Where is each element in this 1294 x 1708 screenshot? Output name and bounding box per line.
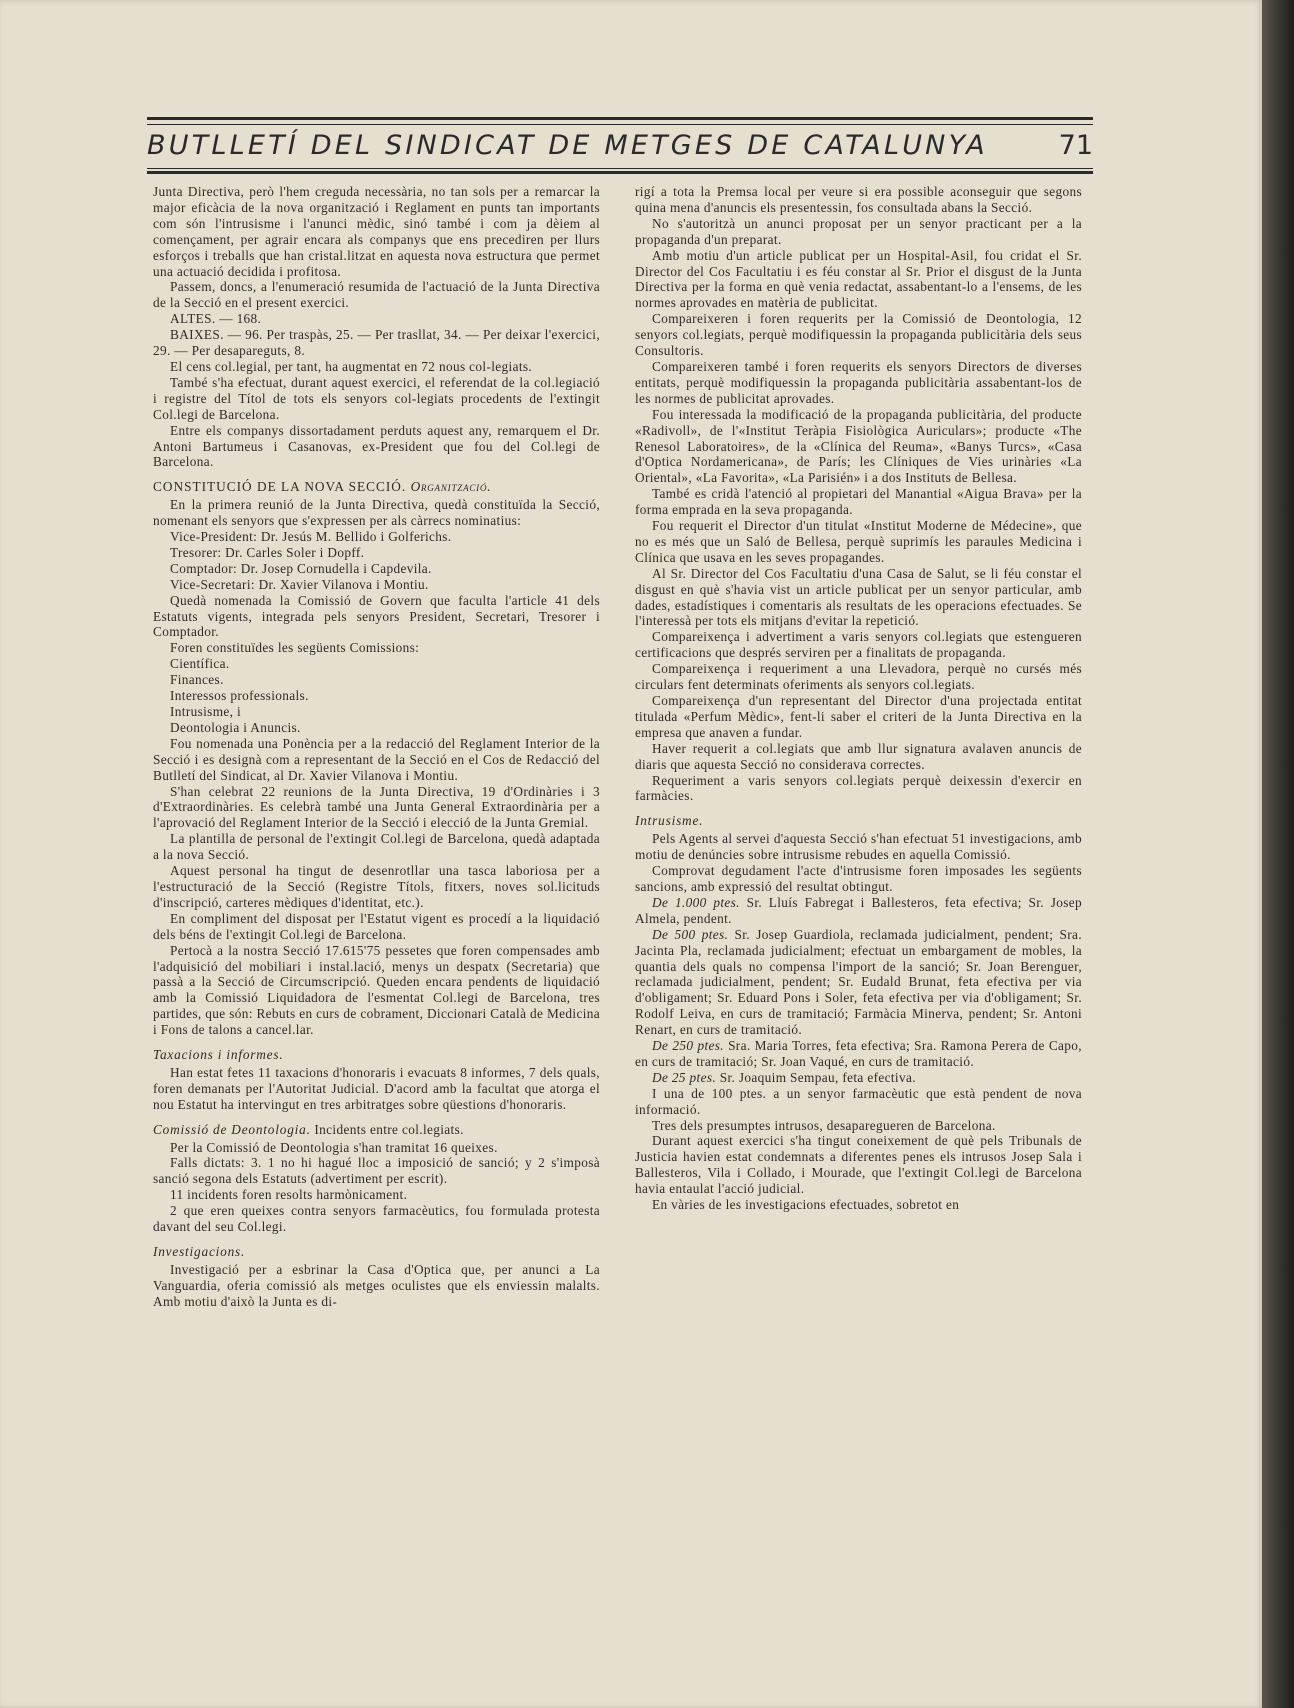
paragraph: No s'autoritzà un anunci proposat per un senyor practicant per a la propaganda d'un preparat. [635,215,1082,247]
paragraph: 11 incidents foren resolts harmònicament. [170,1187,408,1203]
paragraph: 2 que eren queixes contra senyors farmacèutics, fou formulada protesta davant del seu Col.legi. [153,1203,600,1235]
heading-emphasis: Comissió de Deontologia. [153,1121,311,1137]
paragraph: Compareixença d'un representant del Director d'una projectada entitat titulada «Perfum Mèdic», fent-li saber el criteri de la Junta Directiva en la empresa que anaven a fundar. [635,693,1082,740]
sanction-paragraph [635,1070,1082,1086]
paragraph: Pertocà a la nostra Secció 17.615'75 pessetes que foren compensades amb l'adquisició del mobiliari i instal.lació, menys un despatx (Secretaria) que passà a la Secció de Circumscripció. Queden encara pendents de liquidació amb la Comissió Liquidadora de l'esmentat Col.legi de Barcelona, tres partides, que són: Rebuts en curs de cobrament, Diccionari Català de Medicina i Fons de talons a cancel.lar. [153,942,600,1038]
paragraph: Investigació per a esbrinar la Casa d'Optica que, per anunci a La Vanguardia, oferia comissió als metges oculistes que els enviessin malalts. Amb motiu d'això la Junta es di- [153,1261,600,1309]
paragraph: Quedà nomenada la Comissió de Govern que faculta l'article 41 dels Estatuts vigents, integrada pels senyors President, Secretari, Tresorer i Comptador. [153,592,600,640]
sanction-amount: De 25 ptes. [652,1069,717,1085]
paragraph: En la primera reunió de la Junta Directiva, quedà constituïda la Secció, nomenant els senyors que s'expressen per als càrrecs nominatius: [153,497,600,529]
sanction-text: Sr. Lluís Fabregat i Ballesteros, feta efectiva; Sr. Josep Almela, pendent. [635,894,1082,926]
section-heading: Taxacions i informes. [153,1047,284,1063]
paragraph: BAIXES. — 96. Per traspàs, 25. — Per trasllat, 34. — Per deixar l'exercici, 29. — Per desapareguts, 8. [153,327,600,359]
paragraph: Junta Directiva, però l'hem creguda necessària, no tan sols per a remarcar la major eficàcia de la nova organització i Reglament en punts tan importants com són l'intrusisme i l'anunci mèdic, sinó també i com ja dèiem al començament, per agrair encara als companys que ens precediren per llurs esforços i treballs que han cristal.litzat en aquesta nova estructura que permet una actuació decidida i profitosa. [153,184,600,279]
right-column [635,184,1082,1213]
heading-text: Incidents entre col.legiats. [314,1121,464,1137]
sanction-amount: De 250 ptes. [652,1038,724,1054]
paragraph: Fou requerit el Director d'un titulat «Institut Moderne de Médecine», que no es més que un Saló de Bellesa, perquè suprimís les paraules Medicina i Clínica que usava en les seves propagandes. [635,518,1082,565]
paragraph: Han estat fetes 11 taxacions d'honoraris i evacuats 8 informes, 7 dels quals, foren demanats per l'Autoritat Judicial. D'acord amb la facultat que atorga el nou Estatut ha intervingut en tres arbitratges sobre qüestions d'honoraris. [153,1064,600,1112]
paragraph: Fou nomenada una Ponència per a la redacció del Reglament Interior de la Secció i es designà com a representant de la Secció en el Cos de Redacció del Butlletí del Sindicat, al Dr. Xavier Vilanova i Montiu. [153,735,600,783]
paragraph: Falls dictats: 3. 1 no hi hagué lloc a imposició de sanció; y 2 s'imposà sanció segona dels Estatuts (advertiment per escrit). [153,1155,600,1187]
journal-title: BUTLLETÍ DEL SINDICAT DE METGES DE CATALUNYA [147,130,988,161]
sanction-text: Sr. Joaquim Sempau, feta efectiva. [719,1069,916,1085]
sanction-paragraph [635,895,1082,927]
paragraph: Haver requerit a col.legiats que amb llur signatura avalaven anuncis de diaris que aquesta Secció no considerava correctes. [635,740,1082,772]
paragraph: Aquest personal ha tingut de desenrotllar una tasca laboriosa per a l'estructuració de la Secció (Registre Títols, fitxers, noves sol.licituds d'inscripció, carteres mèdiques d'identitat, etc.). [153,863,600,910]
paragraph: Foren constituïdes les següents Comissions: [170,640,420,656]
header-rule-top-thin [147,124,1093,125]
list-item: Tresorer: Dr. Carles Soler i Dopff. [170,544,365,560]
paragraph: Per la Comissió de Deontologia s'han tramitat 16 queixes. [170,1139,498,1155]
section-heading [153,1122,600,1138]
paragraph: Compareixença i requeriment a una Llevadora, perquè no cursés més circulars fent determinats oferiments als senyors col.legiats. [635,661,1082,693]
list-item: Finances. [170,672,224,688]
list-item: Interessos professionals. [170,688,309,704]
paragraph: També es cridà l'atenció al propietari del Manantial «Aigua Brava» per la forma emprada en la seva propaganda. [635,486,1082,518]
list-item: Comptador: Dr. Josep Cornudella i Capdevila. [170,560,432,576]
paragraph: Pels Agents al servei d'aquesta Secció s'han efectuat 51 investigacions, amb motiu de denúncies sobre intrusisme rebudes en aquella Comissió. [635,831,1082,863]
section-heading [153,479,600,495]
sanction-text: Sr. Josep Guardiola, reclamada judicialment, pendent; Sra. Jacinta Pla, reclamada judicialment; efectuat un embargament de mobles, la quantia dels quals no compensa l'import de la sanció; Sr. Joan Berenguer, reclamada judicialment, pendent; Sr. Eudald Brunat, feta efectiva per via d'obligament; Sr. Eduard Pons i Soler, feta efectiva per via d'obligament; Sr. Rodolf Leiva, en curs de tramitació; Farmàcia Minerva, pendent; Sr. Antoni Renart, en curs de tramitació. [635,926,1082,1038]
header-rule-top-thick [147,117,1093,120]
left-column [153,184,600,1310]
sanction-amount: De 1.000 ptes. [652,894,740,910]
scan-edge-shadow [1262,0,1294,1708]
sanction-paragraph [635,927,1082,1038]
paragraph: Compareixeren i foren requerits per la Comissió de Deontologia, 12 senyors col.legiats, perquè modifiquessin la propaganda publicitària dels seus Consultoris. [635,311,1082,359]
paragraph: Amb motiu d'un article publicat per un Hospital-Asil, fou cridat el Sr. Director del Cos Facultatiu i es féu constar al Sr. Prior el disgust de la Junta Directiva per la forma en què venia redactat, assabentant-lo a l'ensems, de les normes aprovades en matèria de publicitat. [635,247,1082,311]
sanction-amount: De 500 ptes. [652,926,729,942]
section-heading: Intrusisme. [635,813,704,829]
heading-emphasis: Organització. [410,479,492,495]
list-item: Deontologia i Anuncis. [170,719,301,735]
paragraph: Passem, doncs, a l'enumeració resumida de l'actuació de la Junta Directiva de la Secció en el present exercici. [153,279,600,311]
paragraph: Tres dels presumptes intrusos, desaparegueren de Barcelona. [652,1117,996,1133]
list-item: Vice-Secretari: Dr. Xavier Vilanova i Montiu. [170,576,429,592]
paragraph: Fou interessada la modificació de la propaganda publicitària, del producte «Radivoll», de l'«Institut Teràpia Fisiològica Auriculars»; producte «The Renesol Laboratoires», de la «Clínica del Reuma», «Banys Turcs», «Casa d'Optica Nordamericana», de París; les Clíniques de Vies urinàries «La Oriental», «La Favorita», «La Parisién» i a dos Instituts de Bellesa. [635,406,1082,486]
header-rule-bottom-thin [147,168,1093,169]
paragraph: Compareixeren també i foren requerits els senyors Directors de diverses entitats, perquè modifiquessin la propaganda publicitària assabentant-los de les normes de publicitat aprovades. [635,358,1082,406]
page-number: 71 [1058,130,1093,161]
paragraph: Requeriment a varis senyors col.legiats perquè deixessin d'exercir en farmàcies. [635,772,1082,804]
paragraph: El cens col.legial, per tant, ha augmentat en 72 nous col-legiats. [170,358,533,374]
commissions-list [153,656,600,736]
paragraph: rigí a tota la Premsa local per veure si era possible aconseguir que segons quina mena d'anuncis els presentessin, fos consultada abans la Secció. [635,184,1082,215]
paragraph: Compareixença i advertiment a varis senyors col.legiats que estengueren certificacions que després serviren per a finalitats de propaganda. [635,629,1082,661]
list-item: Intrusisme, i [170,704,242,719]
section-heading: Investigacions. [153,1244,246,1259]
paragraph: Comprovat degudament l'acte d'intrusisme foren imposades les següents sancions, amb expressió del resultat obtingut. [635,863,1082,894]
sanction-text: Sra. Maria Torres, feta efectiva; Sra. Ramona Perera de Capo, en curs de tramitació; Sr. Joan Vaqué, en curs de tramitació. [635,1038,1082,1069]
paragraph: Durant aquest exercici s'ha tingut coneixement de què pels Tribunals de Justicia havien estat condemnats a diferentes penes els intrusos Josep Sala i Ballesteros, Vila i Collado, i Mourade, que l'extingit Col.legi de Barcelona havia entaulat l'acció judicial. [635,1133,1082,1197]
sanction-paragraph [635,1038,1082,1070]
list-item: Científica. [170,656,230,672]
paragraph: ALTES. — 168. [170,311,262,327]
header-rule-bottom-thick [147,171,1093,174]
officers-list [153,529,600,593]
list-item: Vice-President: Dr. Jesús M. Bellido i Golferichs. [170,529,452,545]
running-header [147,128,1093,168]
paragraph: Entre els companys dissortadament perduts aquest any, remarquem el Dr. Antoni Bartumeus i Casanovas, ex-President que fou del Col.legi de Barcelona. [153,422,600,470]
paragraph: En compliment del disposat per l'Estatut vigent es procedí a la liquidació dels béns de l'extingit Col.legi de Barcelona. [153,910,600,942]
paragraph: En vàries de les investigacions efectuades, sobretot en [652,1197,960,1213]
paragraph: I una de 100 ptes. a un senyor farmacèutic que està pendent de nova informació. [635,1085,1082,1117]
paragraph: Al Sr. Director del Cos Facultatiu d'una Casa de Salut, se li féu constar el disgust en què s'havia vist un article publicat per un senyor particular, amb dades, estadístiques i comentaris als resultats de les operacions efectuades. Se l'interessà per tots els mitjans d'evitar la repetició. [635,565,1082,629]
heading-text: CONSTITUCIÓ DE LA NOVA SECCIÓ. [153,479,407,495]
paragraph: S'han celebrat 22 reunions de la Junta Directiva, 19 d'Ordinàries i 3 d'Extraordinàries. Es celebrà també una Junta General Extraordinària per a l'aprovació del Reglament Interior de la Secció i elecció de la Junta Gremial. [153,783,600,831]
paragraph: També s'ha efectuat, durant aquest exercici, el referendat de la col.legiació i registre del Títol de tots els senyors col-legiats procedents de l'extingit Col.legi de Barcelona. [153,374,600,422]
paragraph: La plantilla de personal de l'extingit Col.legi de Barcelona, quedà adaptada a la nova Secció. [153,831,600,863]
